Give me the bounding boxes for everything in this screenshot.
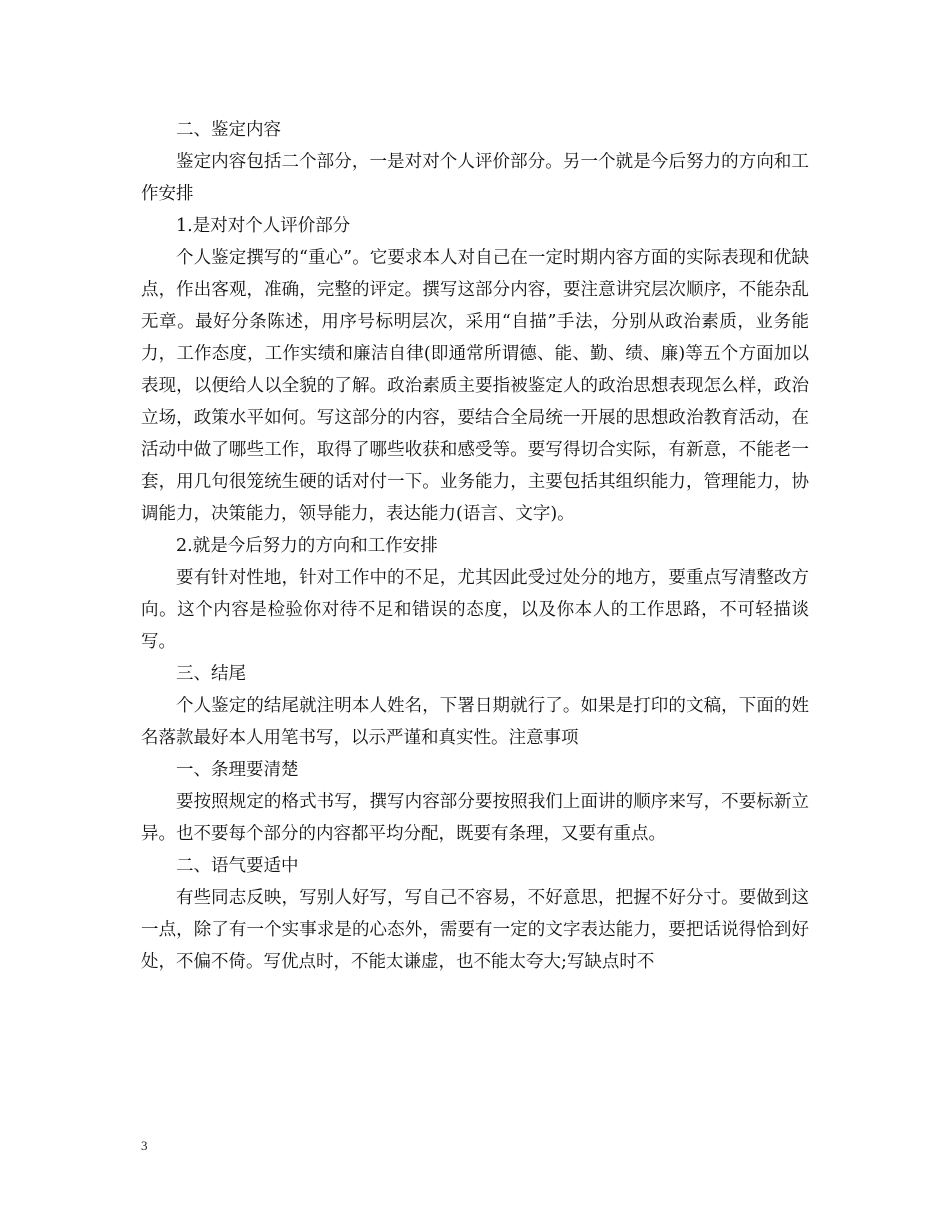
page-number: 3 xyxy=(141,1138,148,1153)
section-heading-clear-structure: 一、条理要清楚 xyxy=(176,760,299,780)
subsection-heading-future-direction: 2.就是今后努力的方向和工作安排 xyxy=(176,536,438,556)
paragraph-clear-structure: 要按照规定的格式书写，撰写内容部分要按照我们上面讲的顺序来写，不要标新立异。也不要每个部分的内容都平均分配，既要有条理，又要有重点。 xyxy=(141,792,809,844)
paragraph-ending: 个人鉴定的结尾就注明本人姓名，下署日期就行了。如果是打印的文稿，下面的姓名落款最好本人用笔书写，以示严谨和真实性。注意事项 xyxy=(141,696,809,748)
section-heading-content: 二、鉴定内容 xyxy=(176,120,281,140)
document-body xyxy=(141,114,809,978)
paragraph-future-direction: 要有针对性地，针对工作中的不足，尤其因此受过处分的地方，要重点写清整改方向。这个内容是检验你对待不足和错误的态度，以及你本人的工作思路，不可轻描谈写。 xyxy=(141,568,809,652)
paragraph-self-evaluation: 个人鉴定撰写的“重心”。它要求本人对自己在一定时期内容方面的实际表现和优缺点，作出客观，准确，完整的评定。撰写这部分内容，要注意讲究层次顺序，不能杂乱无章。最好分条陈述，用序号标明层次，采用“自描”手法，分别从政治素质，业务能力，工作态度，工作实绩和廉洁自律(即通常所谓德、能、勤、绩、廉)等五个方面加以表现，以便给人以全貌的了解。政治素质主要指被鉴定人的政治思想表现怎么样，政治立场，政策水平如何。写这部分的内容，要结合全局统一开展的思想政治教育活动，在活动中做了哪些工作，取得了哪些收获和感受等。要写得切合实际，有新意，不能老一套，用几句很笼统生硬的话对付一下。业务能力，主要包括其组织能力，管理能力，协调能力，决策能力，领导能力，表达能力(语言、文字)。 xyxy=(141,248,809,524)
section-heading-ending: 三、结尾 xyxy=(176,664,246,684)
paragraph-moderate-tone: 有些同志反映，写别人好写，写自己不容易，不好意思，把握不好分寸。要做到这一点，除了有一个实事求是的心态外，需要有一定的文字表达能力，要把话说得恰到好处，不偏不倚。写优点时，不能太谦虚，也不能太夸大;写缺点时不 xyxy=(141,888,809,972)
paragraph-content-intro: 鉴定内容包括二个部分，一是对对个人评价部分。另一个就是今后努力的方向和工作安排 xyxy=(141,152,809,204)
subsection-heading-self-evaluation: 1.是对对个人评价部分 xyxy=(176,216,351,236)
section-heading-moderate-tone: 二、语气要适中 xyxy=(176,856,299,876)
